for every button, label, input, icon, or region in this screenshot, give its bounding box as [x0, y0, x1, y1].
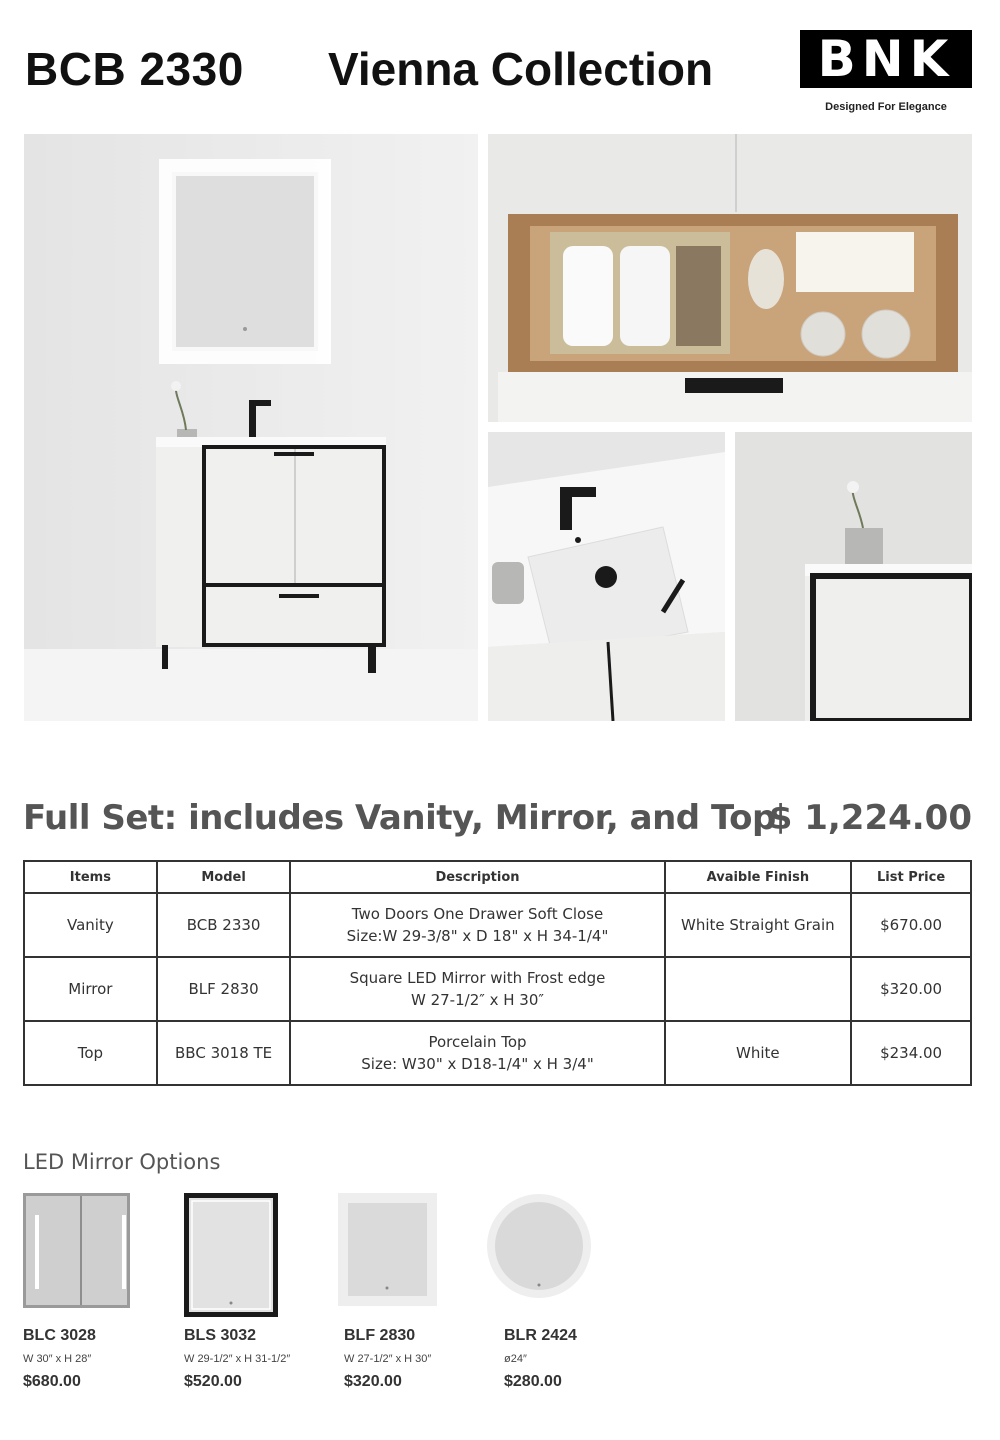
brand-logo — [800, 30, 972, 88]
option-size: W 27-1/2″ x H 30″ — [344, 1353, 432, 1365]
corner-illustration — [735, 432, 972, 721]
row-item: Mirror — [24, 957, 157, 1021]
sink-illustration — [488, 432, 725, 721]
header-model: Model — [157, 861, 291, 893]
row-description-line2: Size: W30" x D18-1/4" x H 3/4" — [361, 1055, 594, 1073]
full-set-price: $ 1,224.00 — [768, 798, 972, 838]
row-description-line1: Two Doors One Drawer Soft Close — [351, 905, 604, 923]
option-model: BLC 3028 — [23, 1327, 96, 1344]
full-set-title: Full Set: includes Vanity, Mirror, and Top — [23, 798, 776, 838]
row-item: Top — [24, 1021, 157, 1085]
row-model: BLF 2830 — [157, 957, 291, 1021]
row-price: $234.00 — [851, 1021, 971, 1085]
row-description — [290, 957, 664, 1021]
row-model: BCB 2330 — [157, 893, 291, 957]
row-description-line1: Square LED Mirror with Frost edge — [349, 969, 606, 987]
brand-logo-text: BNK — [817, 30, 955, 88]
row-finish: White — [665, 1021, 852, 1085]
sink-detail-photo — [488, 432, 725, 721]
header-list-price: List Price — [851, 861, 971, 893]
mirror-options-title: LED Mirror Options — [23, 1150, 221, 1174]
drawer-illustration — [488, 134, 972, 422]
option-model: BLS 3032 — [184, 1327, 257, 1344]
row-price: $320.00 — [851, 957, 971, 1021]
table-header-row — [24, 861, 971, 893]
option-model: BLF 2830 — [344, 1327, 416, 1344]
option-price: $320.00 — [344, 1373, 402, 1390]
corner-detail-photo — [735, 432, 972, 721]
round-mirror-image — [486, 1193, 592, 1299]
medicine-cabinet-mirror-image — [23, 1193, 130, 1308]
brand-tagline: Designed For Elegance — [825, 101, 947, 113]
header-finish: Avaible Finish — [665, 861, 852, 893]
row-model: BBC 3018 TE — [157, 1021, 291, 1085]
collection-title: Vienna Collection — [328, 43, 714, 95]
row-price: $670.00 — [851, 893, 971, 957]
row-finish — [665, 957, 852, 1021]
frost-edge-mirror-image — [338, 1193, 437, 1306]
option-size: W 30″ x H 28″ — [23, 1353, 92, 1365]
row-description — [290, 893, 664, 957]
model-title: BCB 2330 — [25, 43, 244, 95]
option-price: $680.00 — [23, 1373, 81, 1390]
option-price: $280.00 — [504, 1373, 562, 1390]
row-item: Vanity — [24, 893, 157, 957]
spec-table — [23, 860, 972, 1086]
option-size: ø24″ — [504, 1353, 527, 1365]
option-size: W 29-1/2″ x H 31-1/2″ — [184, 1353, 291, 1365]
table-row — [24, 1021, 971, 1085]
header-items: Items — [24, 861, 157, 893]
row-description-line1: Porcelain Top — [428, 1033, 527, 1051]
black-frame-mirror-image — [184, 1193, 278, 1317]
row-description-line2: Size:W 29-3/8" x D 18" x H 34-1/4" — [346, 927, 609, 945]
vanity-full-illustration — [24, 134, 478, 721]
vanity-full-photo — [24, 134, 478, 721]
row-description-line2: W 27-1/2″ x H 30″ — [411, 991, 544, 1009]
row-description — [290, 1021, 664, 1085]
table-row — [24, 893, 971, 957]
table-row — [24, 957, 971, 1021]
header-description: Description — [290, 861, 664, 893]
row-finish: White Straight Grain — [665, 893, 852, 957]
option-price: $520.00 — [184, 1373, 242, 1390]
option-model: BLR 2424 — [504, 1327, 577, 1344]
drawer-interior-photo — [488, 134, 972, 422]
